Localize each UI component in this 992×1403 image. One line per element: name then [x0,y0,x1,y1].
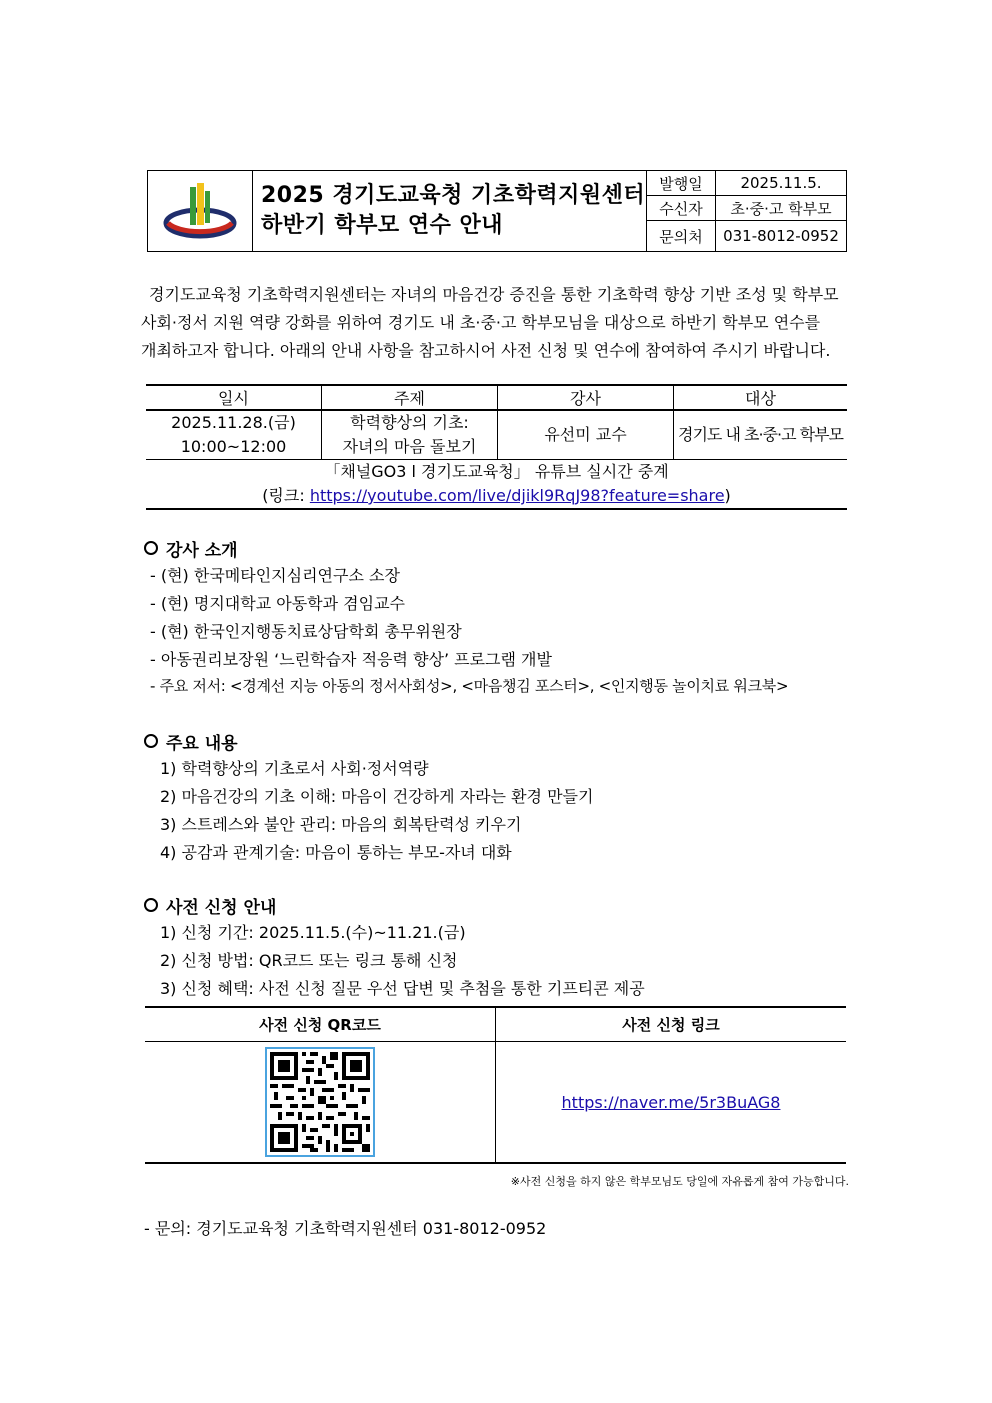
title-cell [253,171,647,251]
col-header-lecturer: 강사 [498,385,674,410]
topic-line: 자녀의 마음 돌보기 [342,437,477,456]
section-title: 강사 소개 [166,541,238,561]
education-office-logo-icon [160,179,240,243]
meta-value: 2025.11.5. [740,174,822,192]
section-title: 사전 신청 안내 [166,898,277,918]
stream-link-line [146,484,847,508]
col-header-topic: 주제 [322,385,498,410]
stream-cell [146,460,847,510]
datetime-cell [146,410,322,460]
link-suffix: ) [724,486,731,505]
col-header-datetime: 일시 [146,385,322,410]
document-header [147,170,847,252]
youtube-link[interactable]: https://youtube.com/live/djikl9RqJ98?feature=share [309,486,725,505]
list-item: 4) 공감과 관계기술: 마음이 통하는 부모-자녀 대화 [160,843,512,862]
meta-key: 수신자 [647,196,716,220]
link-prefix: (링크: [262,486,310,505]
list-item: - (현) 한국인지행동치료상담학회 총무위원장 [150,622,462,641]
time-text: 10:00~12:00 [180,437,287,456]
list-item: 2) 신청 방법: QR코드 또는 링크 통해 신청 [160,951,458,970]
target-cell: 경기도 내 초·중·고 학부모 [674,410,848,460]
list-item: - (현) 명지대학교 아동학과 겸임교수 [150,594,405,613]
topic-cell [322,410,498,460]
section-title: 주요 내용 [166,734,238,754]
list-item: 2) 마음건강의 기초 이해: 마음이 건강하게 자라는 환경 만들기 [160,787,594,806]
table-row [146,460,847,510]
lecturer-cell: 유선미 교수 [498,410,674,460]
topic-line: 학력향상의 기초: [350,413,469,432]
stream-text: 「채널GO3 l 경기도교육청」 유튜브 실시간 중계 [324,462,669,481]
meta-key: 발행일 [647,171,716,195]
apply-link[interactable]: https://naver.me/5r3BuAG8 [561,1092,781,1112]
qr-cell [145,1042,496,1164]
circle-bullet-icon [144,898,158,912]
footer-contact: - 문의: 경기도교육청 기초학력지원센터 031-8012-0952 [144,1219,547,1238]
qr-code-icon [270,1052,370,1152]
intro-line: 개최하고자 합니다. 아래의 안내 사항을 참고하시어 사전 신청 및 연수에 참여하여 주시기 바랍니다. [141,341,831,360]
section-heading-apply [144,893,276,918]
apply-table [145,1006,846,1164]
meta-table [647,171,846,251]
table-row [146,410,847,460]
list-item: - 아동권리보장원 ‘느린학습자 적응력 향상’ 프로그램 개발 [150,650,552,669]
list-item: 1) 학력향상의 기초로서 사회·정서역량 [160,759,429,778]
document-title-line1: 2025 경기도교육청 기초학력지원센터 [261,183,646,208]
meta-row-issue-date [647,171,846,196]
intro-paragraph [141,281,853,365]
circle-bullet-icon [144,734,158,748]
table-row [145,1042,846,1164]
date-text: 2025.11.28.(금) [171,413,296,432]
document-title-line2: 하반기 학부모 연수 안내 [261,213,503,238]
col-header-target: 대상 [674,385,848,410]
qr-header: 사전 신청 QR코드 [145,1007,496,1042]
list-item: - 주요 저서: <경계선 지능 아동의 정서사회성>, <마음챙김 포스터>, <인지행동 놀이치료 워크북> [150,677,789,695]
circle-bullet-icon [144,541,158,555]
meta-key: 문의처 [647,221,716,251]
meta-value: 031-8012-0952 [723,227,839,245]
intro-line: 경기도교육청 기초학력지원센터는 자녀의 마음건강 증진을 통한 기초학력 향상 기반 조성 및 학부모 [149,285,839,304]
note-text: ※사전 신청을 하지 않은 학부모님도 당일에 자유롭게 참여 가능합니다. [510,1175,849,1188]
meta-row-recipient [647,196,846,221]
qr-code[interactable] [265,1047,375,1157]
section-heading-content [144,729,238,754]
section-heading-lecturer [144,536,238,561]
link-header: 사전 신청 링크 [496,1007,847,1042]
link-cell [496,1042,847,1164]
list-item: 1) 신청 기간: 2025.11.5.(수)~11.21.(금) [160,923,466,942]
meta-row-contact [647,221,846,251]
schedule-table [146,384,847,510]
list-item: 3) 신청 혜택: 사전 신청 질문 우선 답변 및 추첨을 통한 기프티콘 제공 [160,979,645,998]
logo-cell [148,171,253,251]
intro-line: 사회·정서 지원 역량 강화를 위하여 경기도 내 초·중·고 학부모님을 대상으로 하반기 학부모 연수를 [141,313,821,332]
meta-value: 초·중·고 학부모 [730,199,832,218]
list-item: 3) 스트레스와 불안 관리: 마음의 회복탄력성 키우기 [160,815,522,834]
list-item: - (현) 한국메타인지심리연구소 소장 [150,566,400,585]
